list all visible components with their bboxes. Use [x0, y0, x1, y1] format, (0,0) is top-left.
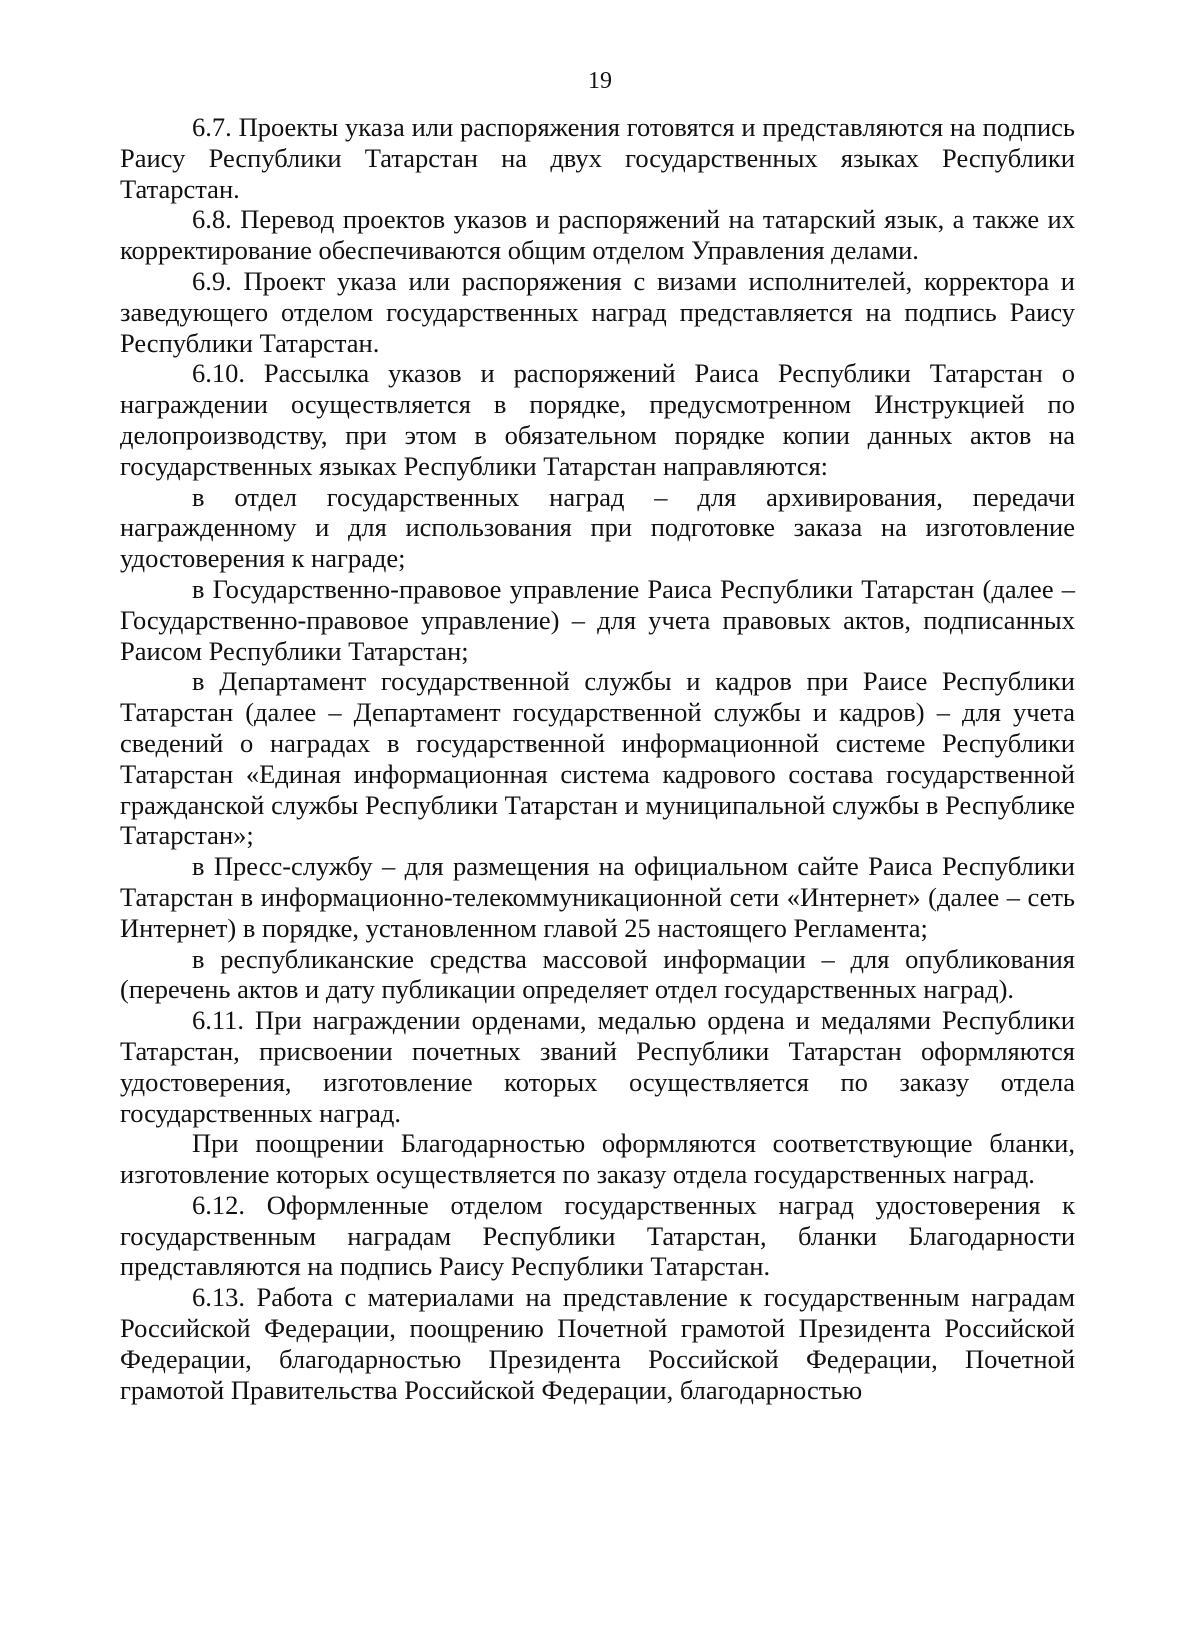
paragraph-6-13: 6.13. Работа с материалами на представление к государственным наградам Российской Федерации, поощрению Почетной грамотой Президента Российской Федерации, благодарностью Президента Российской Федерации, Почетной грамотой Правительства Российской Федерации, благодарностью	[120, 1282, 1075, 1405]
paragraph-6-11: 6.11. При награждении орденами, медалью ордена и медалями Республики Татарстан, присвоении почетных званий Республики Татарстан оформляются удостоверения, изготовление которых осуществляется по заказу отдела государственных наград.	[120, 1005, 1075, 1128]
list-item-civil-service-department: в Департамент государственной службы и кадров при Раисе Республики Татарстан (далее – Департамент государственной службы и кадров) – для учета сведений о наградах в государственной информационной системе Республики Татарстан «Единая информационная система кадрового состава государственной гражданской службы Республики Татарстан и муниципальной службы в Республике Татарстан»;	[120, 666, 1075, 851]
list-item-awards-department: в отдел государственных наград – для архивирования, передачи награжденному и для использования при подготовке заказа на изготовление удостоверения к награде;	[120, 481, 1075, 574]
paragraph-6-7: 6.7. Проекты указа или распоряжения готовятся и представляются на подпись Раису Республики Татарстан на двух государственных языках Республики Татарстан.	[120, 112, 1075, 204]
paragraph-6-10: 6.10. Рассылка указов и распоряжений Раиса Республики Татарстан о награждении осуществляется в порядке, предусмотренном Инструкцией по делопроизводству, при этом в обязательном порядке копии данных актов на государственных языках Республики Татарстан направляются:	[120, 358, 1075, 481]
paragraph-6-8: 6.8. Перевод проектов указов и распоряжений на татарский язык, а также их корректирование обеспечиваются общим отделом Управления делами.	[120, 204, 1075, 266]
page-number: 19	[588, 68, 612, 94]
paragraph-6-9: 6.9. Проект указа или распоряжения с визами исполнителей, корректора и заведующего отделом государственных наград представляется на подпись Раису Республики Татарстан.	[120, 265, 1075, 358]
document-body	[120, 112, 1075, 1405]
paragraph-gratitude-forms: При поощрении Благодарностью оформляются соответствующие бланки, изготовление которых осуществляется по заказу отдела государственных наград.	[120, 1128, 1075, 1190]
list-item-press-service: в Пресс-службу – для размещения на официальном сайте Раиса Республики Татарстан в информационно-телекоммуникационной сети «Интернет» (далее – сеть Интернет) в порядке, установленном главой 25 настоящего Регламента;	[120, 851, 1075, 943]
paragraph-6-12: 6.12. Оформленные отделом государственных наград удостоверения к государственным наградам Республики Татарстан, бланки Благодарности представляются на подпись Раису Республики Татарстан.	[120, 1189, 1075, 1282]
list-item-legal-department: в Государственно-правовое управление Раиса Республики Татарстан (далее – Государственно-правовое управление) – для учета правовых актов, подписанных Раисом Республики Татарстан;	[120, 573, 1075, 666]
list-item-mass-media: в республиканские средства массовой информации – для опубликования (перечень актов и дату публикации определяет отдел государственных наград).	[120, 943, 1075, 1005]
